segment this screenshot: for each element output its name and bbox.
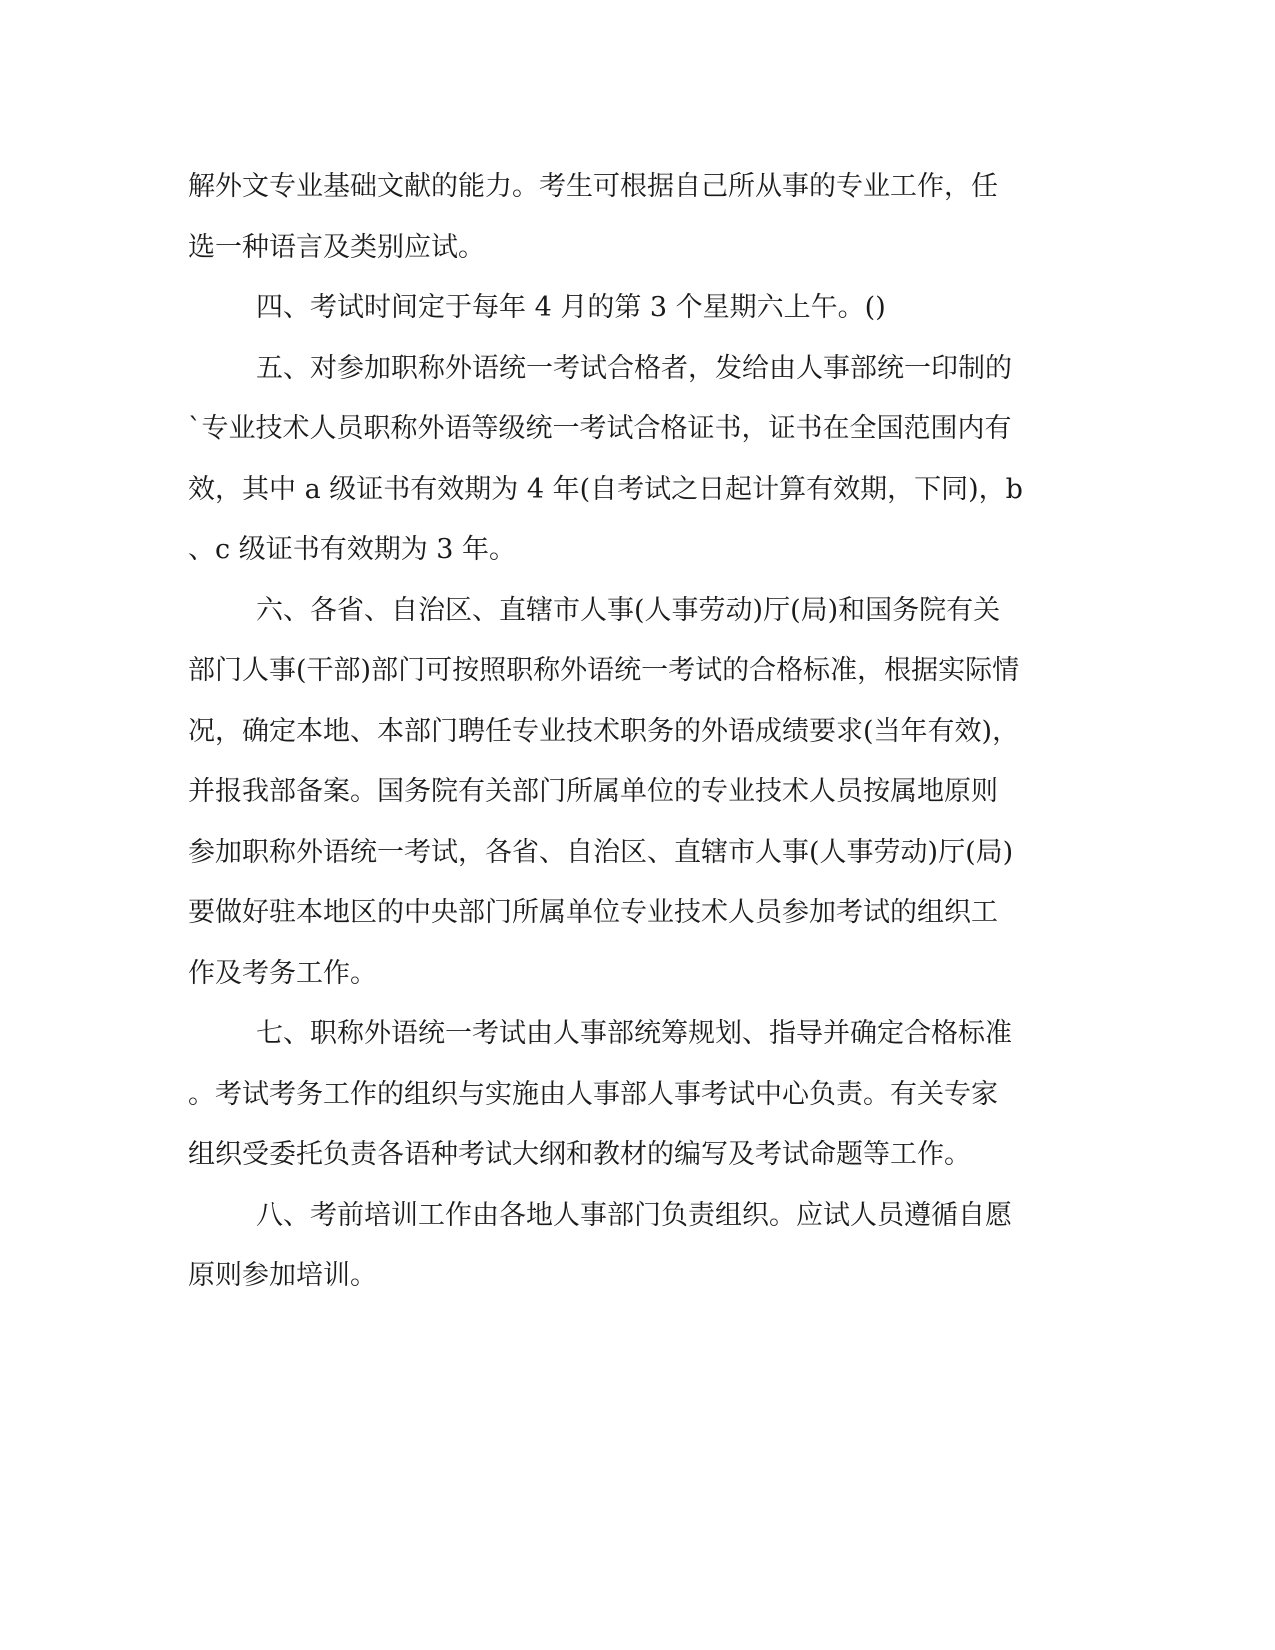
document-line: 八、考前培训工作由各地人事部门负责组织。应试人员遵循自愿	[256, 1199, 1012, 1231]
document-line: 要做好驻本地区的中央部门所属单位专业技术人员参加考试的组织工	[188, 897, 998, 928]
document-line: 原则参加培训。	[188, 1260, 377, 1291]
document-line: 五、对参加职称外语统一考试合格者，发给由人事部统一印制的	[256, 352, 1012, 384]
document-body	[188, 157, 1088, 1307]
document-line: 选一种语言及类别应试。	[188, 231, 485, 263]
document-line: 四、考试时间定于每年 4 月的第 3 个星期六上午。()	[256, 292, 886, 323]
document-line: 参加职称外语统一考试，各省、自治区、直辖市人事(人事劳动)厅(局)	[188, 836, 1014, 868]
document-line: 、c 级证书有效期为 3 年。	[188, 534, 517, 565]
document-line: 部门人事(干部)部门可按照职称外语统一考试的合格标准，根据实际情	[188, 655, 1020, 686]
document-line: 七、职称外语统一考试由人事部统筹规划、指导并确定合格标准	[256, 1018, 1012, 1049]
document-line: 况，确定本地、本部门聘任专业技术职务的外语成绩要求(当年有效)，	[188, 715, 1020, 747]
document-line: `专业技术人员职称外语等级统一考试合格证书，证书在全国范围内有	[188, 413, 1012, 444]
document-line: 。考试考务工作的组织与实施由人事部人事考试中心负责。有关专家	[188, 1078, 998, 1110]
document-line: 作及考务工作。	[188, 957, 377, 989]
document-line: 解外文专业基础文献的能力。考生可根据自己所从事的专业工作，任	[188, 171, 998, 202]
document-line: 效，其中 a 级证书有效期为 4 年(自考试之日起计算有效期，下同)，b	[188, 473, 1023, 505]
document-line: 六、各省、自治区、直辖市人事(人事劳动)厅(局)和国务院有关	[256, 594, 1001, 626]
document-line: 并报我部备案。国务院有关部门所属单位的专业技术人员按属地原则	[188, 776, 998, 807]
document-line: 组织受委托负责各语种考试大纲和教材的编写及考试命题等工作。	[188, 1139, 971, 1170]
